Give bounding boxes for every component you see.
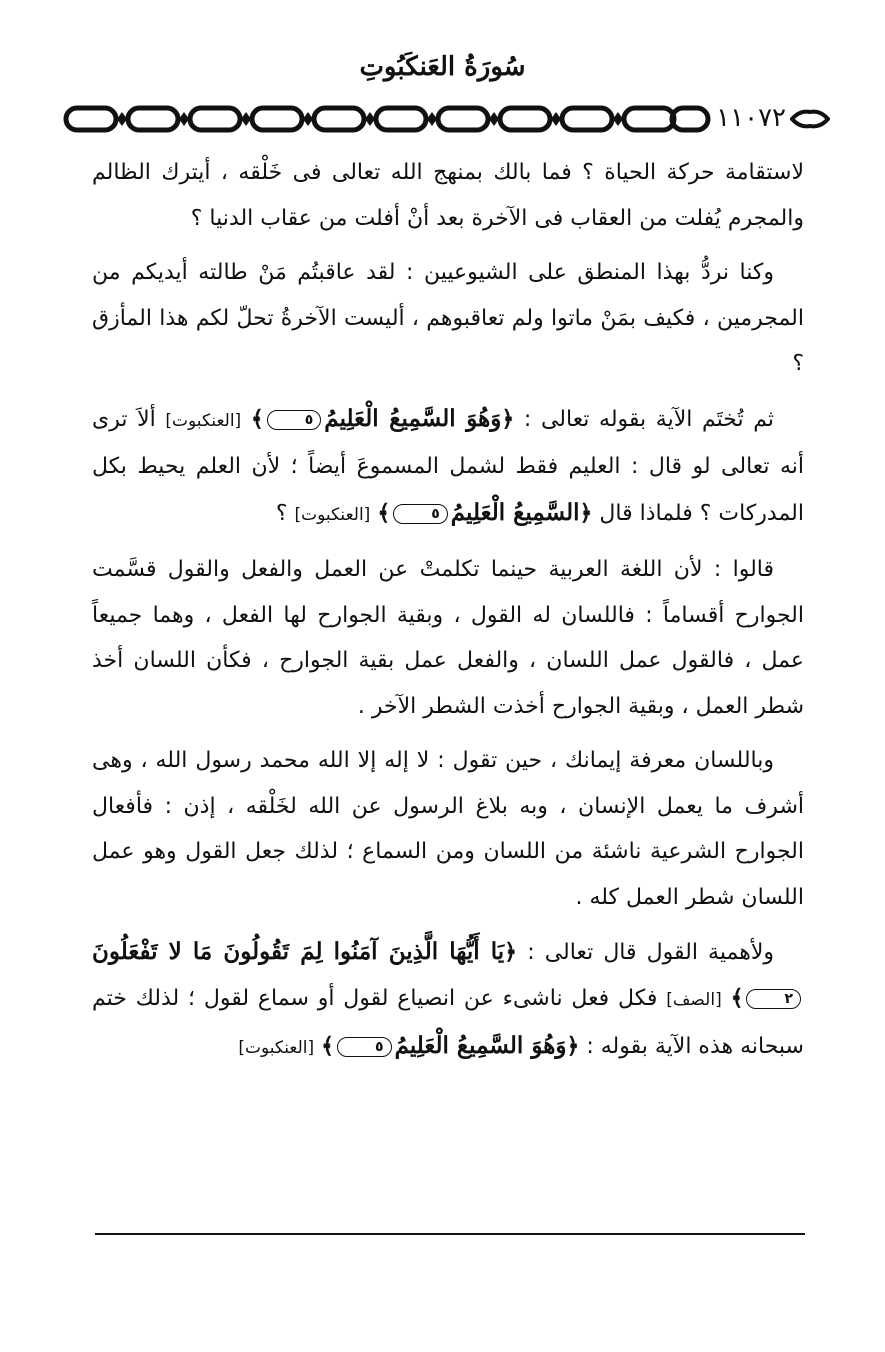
verse-open-bracket: ﴿ xyxy=(579,499,593,526)
paragraph: وباللسان معرفة إيمانك ، حين تقول : لا إله إلا الله محمد رسول الله ، وهى أشرف ما يعمل الإنسان ، وبه بلاغ الرسول عن الله لخَلْقه ، إذن : فأفعال الجوارح الشرعية ناشئة من اللسان ومن السماع ؛ لذلك جعل القول وهو عمل اللسان شطر العمل كله . xyxy=(92,748,804,910)
paragraph xyxy=(92,929,804,1072)
ayah-number: ٢ xyxy=(746,989,801,1009)
paragraph-intro: ولأهمية القول قال تعالى : xyxy=(527,940,774,965)
ayah-number: ٥ xyxy=(393,504,448,524)
ayah-number: ٥ xyxy=(337,1037,392,1057)
quran-verse: السَّمِيعُ الْعَلِيمُ xyxy=(450,498,580,526)
surah-reference: [الصف] xyxy=(666,989,722,1010)
verse-open-bracket: ﴿ xyxy=(504,939,518,965)
paragraph: لاستقامة حركة الحياة ؟ فما بالك بمنهج الله تعالى فى خَلْقه ، أيترك الظالم والمجرم يُفلت من العقاب فى الآخرة بعد أنْ أفلت من عقاب الدنيا ؟ xyxy=(92,160,804,231)
page-number: ١١٠٧٢ xyxy=(716,103,786,133)
ornament-end-cap-icon xyxy=(790,108,830,130)
ayah-number: ٥ xyxy=(267,410,322,430)
surah-reference: [العنكبوت] xyxy=(238,1038,315,1058)
chain-ornament-icon xyxy=(62,100,712,140)
verse-close-bracket: ﴾ xyxy=(321,1033,335,1059)
paragraph-end: ؟ xyxy=(275,500,288,526)
paragraph-middle: ألاَ ترى أنه تعالى لو قال : العليم فقط لشمل المسموعَ أيضاً ؛ لأن العلم يحيط بكل المدركات ؟ فلماذا قال xyxy=(92,406,804,526)
paragraph: وكنا نردُّ بهذا المنطق على الشيوعيين : لقد عاقبتُم مَنْ طالته أيديكم من المجرمين ، فكيف بمَنْ ماتوا ولم تعاقبوهم ، أليست الآخرةُ تحلّ لكم هذا المأزق ؟ xyxy=(92,260,804,376)
quran-verse: يَا أَيُّهَا الَّذِينَ آمَنُوا لِمَ تَقُولُونَ مَا لا تَفْعَلُونَ xyxy=(92,938,505,965)
surah-reference: [العنكبوت] xyxy=(165,410,242,431)
verse-open-bracket: ﴿ xyxy=(566,1033,580,1059)
footer-divider xyxy=(95,1233,805,1235)
surah-title: سُورَةُ العَنكَبُوتِ xyxy=(359,52,526,82)
verse-open-bracket: ﴿ xyxy=(501,405,515,432)
page-body xyxy=(92,150,804,1081)
header-ornament-row xyxy=(62,100,830,140)
paragraph-intro: ثم تُختَم الآية بقوله تعالى : xyxy=(523,406,774,432)
paragraph: قالوا : لأن اللغة العربية حينما تكلمتْ عن العمل والفعل والقول قسَّمت الجوارح أقساماً : فاللسان له القول ، وبقية الجوارح لها الفعل ، وهما جميعاً عمل ، فالقول عمل اللسان ، والفعل عمل بقية الجوارح ، فكأن اللسان أخذ شطر العمل ، وبقية الجوارح أخذت الشطر الآخر . xyxy=(92,557,804,719)
verse-close-bracket: ﴾ xyxy=(730,984,744,1011)
quran-verse: وَهُوَ السَّمِيعُ الْعَلِيمُ xyxy=(394,1032,567,1059)
paragraph-middle: فكل فعل ناشىء عن انصياع لقول أو سماع لقول ؛ لذلك ختم سبحانه هذه الآية بقوله : xyxy=(92,985,804,1059)
verse-close-bracket: ﴾ xyxy=(377,499,391,526)
paragraph xyxy=(92,396,804,539)
quran-verse: وَهُوَ السَّمِيعُ الْعَلِيمُ xyxy=(324,404,502,432)
surah-reference: [العنكبوت] xyxy=(294,504,371,525)
verse-close-bracket: ﴾ xyxy=(250,405,264,432)
